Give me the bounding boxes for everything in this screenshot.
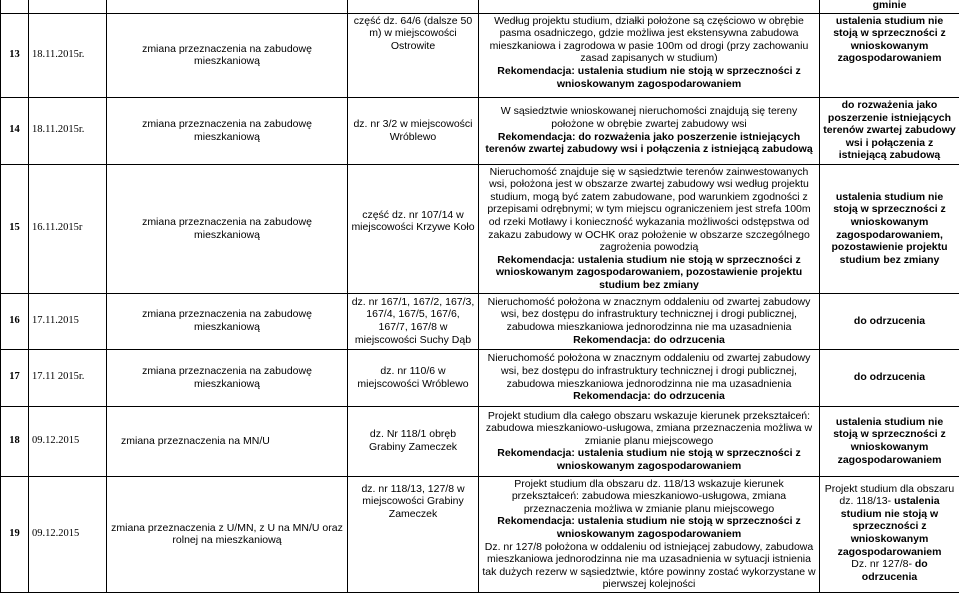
row-request-type: zmiana przeznaczenia na zabudowę mieszkaniową [107,164,348,293]
row-parcel: część dz. nr 107/14 w miejscowości Krzywe Koło [348,164,479,293]
row-date: 17.11 2015r. [29,349,107,406]
table-row [1,406,959,476]
row-decision: ustalenia studium nie stoją w sprzeczności z wnioskowanym zagospodarowaniem [820,406,959,476]
row-description [479,293,820,349]
row-number: 14 [1,97,29,164]
description-text: Nieruchomość położona w znacznym oddaleniu od zwartej zabudowy wsi, bez dostępu do infrastruktury technicznej i drogi publicznej, zabudowa mieszkaniowa jednorodzinna nie ma uzasadnienia [482,352,816,390]
table-row [1,97,959,164]
description-text: Według projektu studium, działki położone są częściowo w obrębie pasma osadniczego, gdzie możliwa jest ekstensywna zabudowa mieszkaniowa i zagrodowa w pasie 100m od drogi (przy zachowaniu zasad zapisanych w studium) [482,15,816,65]
description-text: Projekt studium dla obszaru dz. 118/13 wskazuje kierunek przekształceń: zabudowa mieszkaniowo-usługowa, zmiana przeznaczenia możliwa w zmianie planu miejscowego [482,478,816,516]
row-parcel: część dz. 64/6 (dalsze 50 m) w miejscowości Ostrowite [348,13,479,97]
row-description [479,349,820,406]
description-text: Nieruchomość znajduje się w sąsiedztwie terenów zainwestowanych wsi, położona jest w obszarze zwartej zabudowy wsi według projektu studium, mogą być zatem zabudowane, pod warunkiem zgodności z przepisami odrębnymi; w tym miejscu ograniczeniem jest strefa 100m od rzeki Motławy i konieczność wykazania możliwości odstępstwa od zakazu zabudowy w OCHK oraz położenie w obszarze szczególnego zagrożenia powodzią [482,166,816,254]
row-decision: do odrzucenia [820,293,959,349]
decision-text: ustalenia studium nie stoją w sprzeczności z wnioskowanym zagospodarowaniem [838,495,942,557]
description-text: Projekt studium dla całego obszaru wskazuje kierunek przekształceń: zabudowa mieszkaniowo-usługowa, zmiana przeznaczenia możliwa w zmianie planu miejscowego [482,410,816,448]
recommendation-text: Rekomendacja: ustalenia studium nie stoją w sprzeczności z wnioskowanym zagospodarowaniem [482,515,816,540]
recommendation-text: Rekomendacja: do rozważenia jako poszerzenie istniejących terenów zwartej zabudowy wsi i połączenia z istniejącą zabudową [482,131,816,156]
row-request-type: zmiana przeznaczenia na zabudowę mieszkaniową [107,293,348,349]
row-decision: ustalenia studium nie stoją w sprzeczności z wnioskowanym zagospodarowaniem [820,13,959,97]
row-decision [820,476,959,592]
decision-prefix-secondary: Dz. nr 127/8- [851,558,912,570]
recommendation-text: Rekomendacja: ustalenia studium nie stoją w sprzeczności z wnioskowanym zagospodarowaniem, pozostawienie projektu studium bez zmiany [482,254,816,292]
recommendation-text: Rekomendacja: ustalenia studium nie stoją w sprzeczności z wnioskowanym zagospodarowaniem [482,447,816,472]
row-date: 09.12.2015 [29,476,107,592]
description-text-secondary: Dz. nr 127/8 położona w oddaleniu od istniejącej zabudowy, zabudowa mieszkaniowa jednorodzinna nie ma uzasadnienia w sytuacji istnienia tak dużych rezerw w sąsiedztwie, które powinny zostać wykorzystane w pierwszej kolejności [482,541,816,591]
table-row [1,349,959,406]
row-number: 17 [1,349,29,406]
header-gmina-label: gminie [820,0,959,13]
row-parcel: dz. nr 167/1, 167/2, 167/3, 167/4, 167/5, 167/6, 167/7, 167/8 w miejscowości Suchy Dąb [348,293,479,349]
row-description [479,476,820,592]
row-decision: ustalenia studium nie stoją w sprzeczności z wnioskowanym zagospodarowaniem, pozostawienie projektu studium bez zmiany [820,164,959,293]
row-request-type: zmiana przeznaczenia na zabudowę mieszkaniową [107,349,348,406]
row-description [479,13,820,97]
description-text: W sąsiedztwie wnioskowanej nieruchomości znajdują się tereny położone w obrębie zwartej zabudowy wsi [482,105,816,130]
row-date: 18.11.2015r. [29,97,107,164]
row-number: 15 [1,164,29,293]
row-decision: do rozważenia jako poszerzenie istniejących terenów zwartej zabudowy wsi i połączenia z istniejącą zabudową [820,97,959,164]
row-date: 18.11.2015r. [29,13,107,97]
table-row [1,13,959,97]
row-decision: do odrzucenia [820,349,959,406]
row-date: 17.11.2015 [29,293,107,349]
row-description [479,164,820,293]
row-parcel: dz. nr 3/2 w miejscowości Wróblewo [348,97,479,164]
row-date: 09.12.2015 [29,406,107,476]
row-number: 18 [1,406,29,476]
row-number: 13 [1,13,29,97]
row-request-type: zmiana przeznaczenia na zabudowę mieszkaniową [107,13,348,97]
recommendation-text: Rekomendacja: do odrzucenia [482,390,816,403]
row-parcel: dz. nr 110/6 w miejscowości Wróblewo [348,349,479,406]
table-row [1,0,959,13]
row-parcel: dz. Nr 118/1 obręb Grabiny Zameczek [348,406,479,476]
row-number: 16 [1,293,29,349]
row-parcel: dz. nr 118/13, 127/8 w miejscowości Grabiny Zameczek [348,476,479,592]
recommendation-text: Rekomendacja: ustalenia studium nie stoją w sprzeczności z wnioskowanym zagospodarowaniem [482,65,816,90]
row-request-type: zmiana przeznaczenia z U/MN, z U na MN/U oraz rolnej na mieszkaniową [107,476,348,592]
table-row [1,476,959,592]
row-description [479,406,820,476]
decision-prefix: Projekt studium dla obszaru dz. 118/13- [825,483,955,508]
table-row [1,164,959,293]
row-request-type: zmiana przeznaczenia na zabudowę mieszkaniową [107,97,348,164]
row-request-type: zmiana przeznaczenia na MN/U [107,406,348,476]
row-date: 16.11.2015r [29,164,107,293]
decision-text-secondary: do odrzucenia [862,558,928,583]
row-number: 19 [1,476,29,592]
description-text: Nieruchomość położona w znacznym oddaleniu od zwartej zabudowy wsi, bez dostępu do infrastruktury technicznej i drogi publicznej, zabudowa mieszkaniowa jednorodzinna nie ma uzasadnienia [482,296,816,334]
table-row [1,293,959,349]
row-description [479,97,820,164]
recommendation-text: Rekomendacja: do odrzucenia [482,334,816,347]
